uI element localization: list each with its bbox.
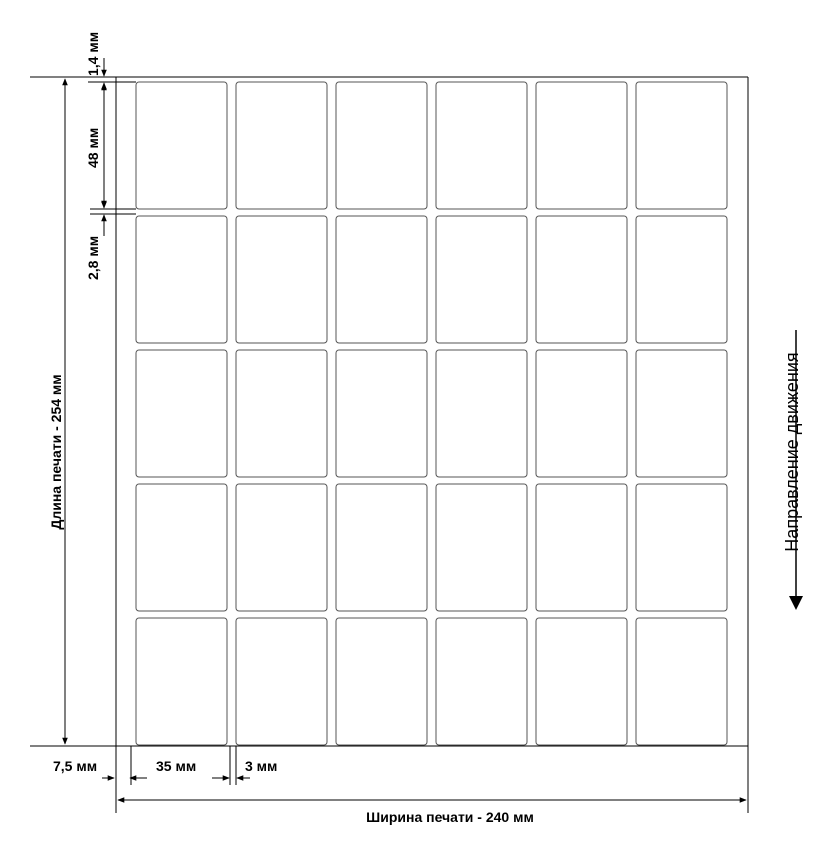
label-cell <box>136 618 227 745</box>
label-cell <box>536 216 627 343</box>
vertical-gap-dimension <box>90 196 136 236</box>
horizontal-gap-label: 3 мм <box>245 758 278 774</box>
label-cell <box>236 82 327 209</box>
label-cell <box>436 618 527 745</box>
label-cell <box>536 82 627 209</box>
label-height-label: 48 мм <box>85 127 101 168</box>
direction-label: Направление движения <box>782 352 802 552</box>
label-width-label: 35 мм <box>156 758 197 774</box>
label-cell <box>636 216 727 343</box>
label-cell <box>136 350 227 477</box>
label-cell <box>436 82 527 209</box>
vertical-gap-label: 2,8 мм <box>85 235 101 280</box>
label-cell <box>436 350 527 477</box>
label-cell <box>536 618 627 745</box>
label-cell <box>436 484 527 611</box>
label-cell <box>236 350 327 477</box>
label-grid <box>136 82 727 745</box>
label-cell <box>236 216 327 343</box>
top-gap-label: 1,4 мм <box>85 31 101 76</box>
label-cell <box>336 82 427 209</box>
print-length-label: Длина печати - 254 мм <box>48 374 64 530</box>
label-cell <box>336 216 427 343</box>
bottom-dimensions <box>102 746 746 800</box>
label-cell <box>636 82 727 209</box>
label-cell <box>536 350 627 477</box>
label-cell <box>536 484 627 611</box>
label-cell <box>636 618 727 745</box>
label-cell <box>136 484 227 611</box>
label-cell <box>336 618 427 745</box>
label-cell <box>436 216 527 343</box>
label-cell <box>636 350 727 477</box>
label-cell <box>336 350 427 477</box>
label-cell <box>236 618 327 745</box>
label-cell <box>236 484 327 611</box>
label-cell <box>136 82 227 209</box>
print-width-label: Ширина печати - 240 мм <box>366 809 534 825</box>
label-cell <box>636 484 727 611</box>
label-cell <box>336 484 427 611</box>
label-cell <box>136 216 227 343</box>
left-margin-label: 7,5 мм <box>53 758 98 774</box>
